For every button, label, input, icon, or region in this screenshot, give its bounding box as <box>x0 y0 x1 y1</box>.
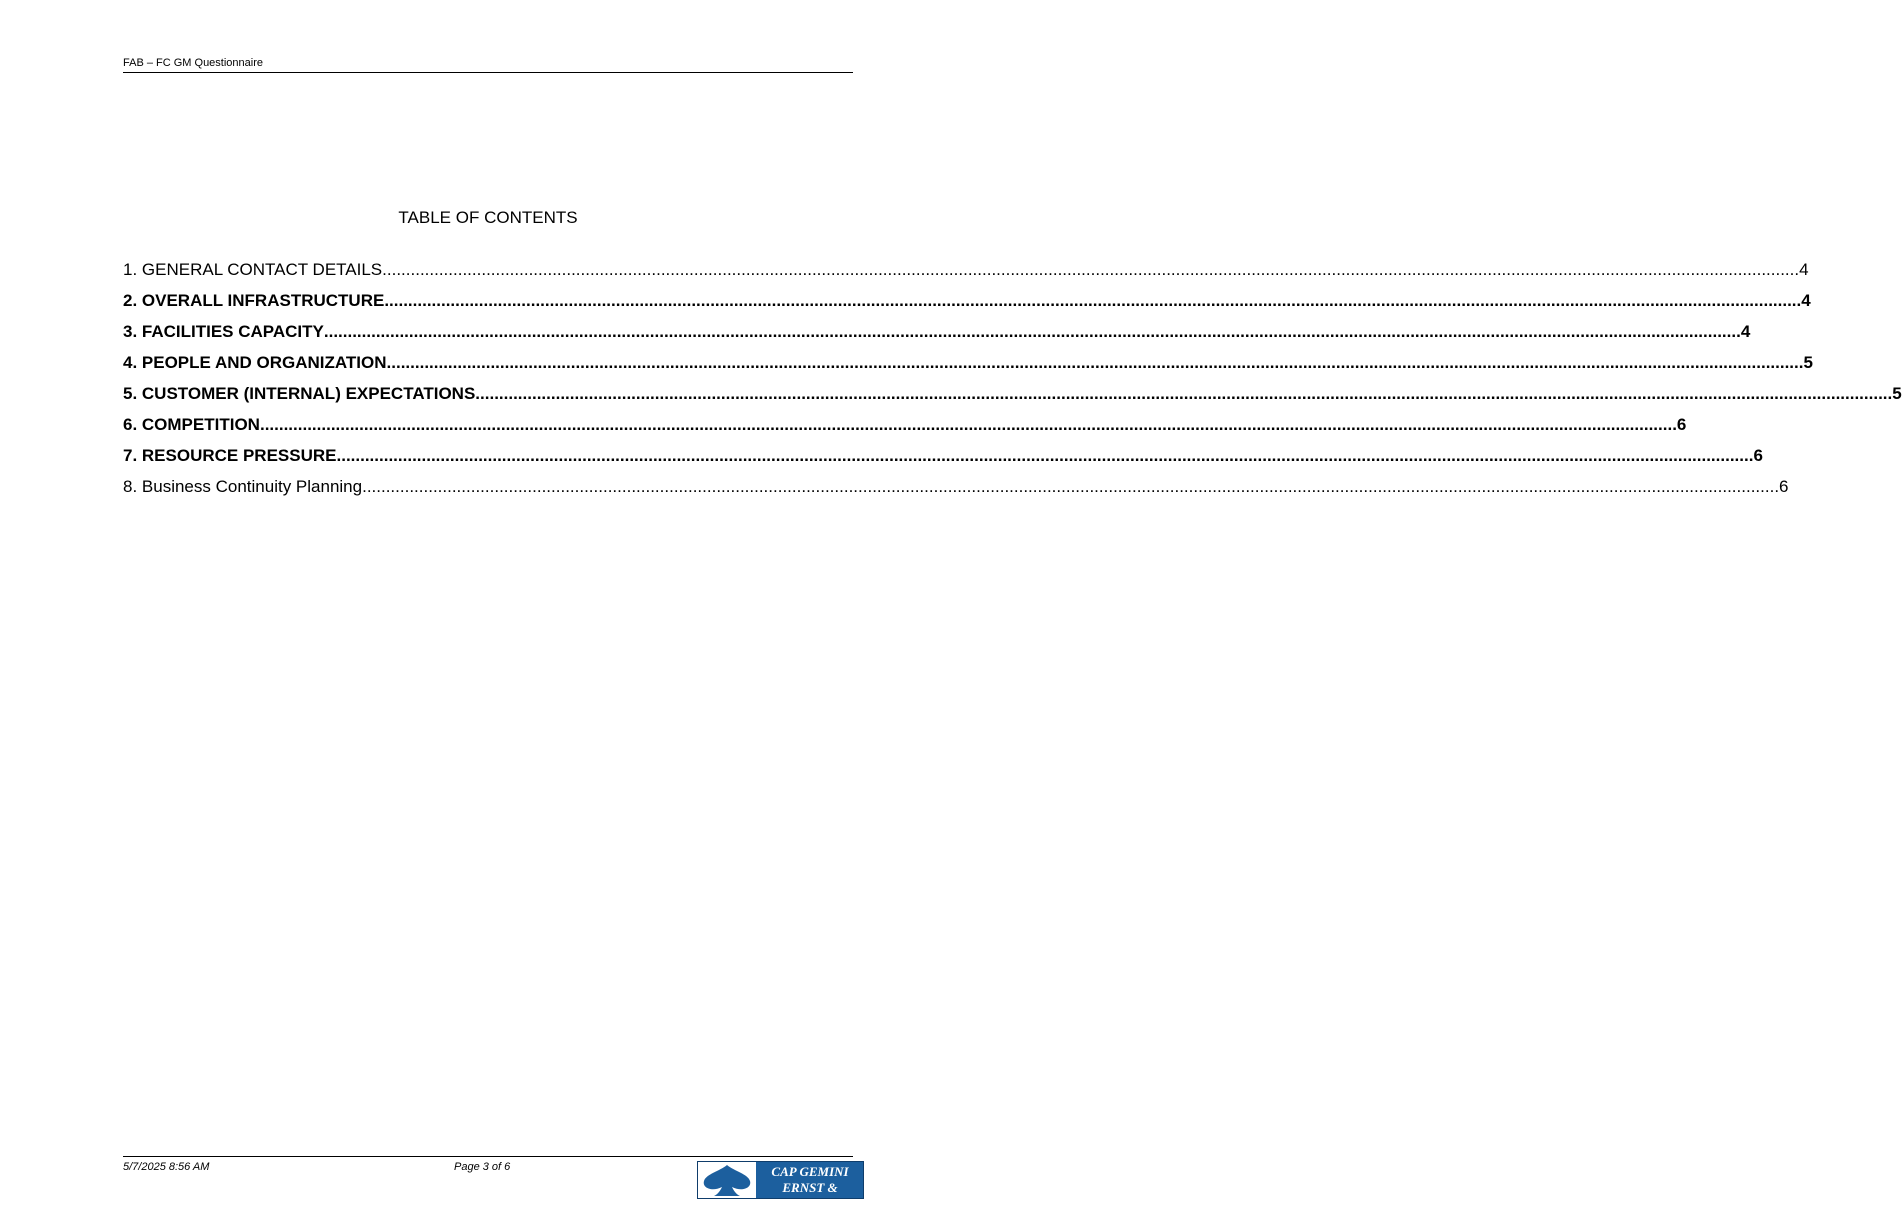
toc-entry-general-contact-details[interactable] <box>123 259 1809 290</box>
toc-entry-page: 6 <box>1753 446 1763 465</box>
logo-text <box>760 1164 860 1212</box>
toc-entry-facilities-capacity[interactable] <box>123 321 1751 352</box>
table-of-contents <box>123 259 1902 507</box>
logo-line-1: CAP GEMINI <box>771 1164 849 1179</box>
toc-leader-dots <box>384 290 1801 312</box>
footer-date: 5/7/2025 8:56 AM <box>123 1161 210 1173</box>
toc-entry-page: 6 <box>1676 415 1687 434</box>
header-title: FAB – FC GM Questionnaire <box>123 57 263 69</box>
toc-entry-people-and-organization[interactable] <box>123 352 1813 383</box>
toc-entry-resource-pressure[interactable] <box>123 445 1763 476</box>
page-header <box>123 57 853 73</box>
toc-entry-label: 1. GENERAL CONTACT DETAILS <box>123 260 383 279</box>
toc-entry-page: 4 <box>1740 322 1751 341</box>
toc-leader-dots <box>337 445 1754 467</box>
toc-entry-competition[interactable] <box>123 414 1687 445</box>
toc-entry-page: 4 <box>1799 260 1809 279</box>
toc-entry-label: 4. PEOPLE AND ORGANIZATION <box>123 353 387 372</box>
toc-entry-label: 3. FACILITIES CAPACITY <box>123 322 324 341</box>
toc-leader-dots <box>260 414 1677 436</box>
footer-page-number: Page 3 of 6 <box>454 1161 511 1173</box>
toc-entry-page: 5 <box>1892 384 1902 403</box>
toc-leader-dots <box>324 321 1741 343</box>
logo-line-2: ERNST & YOUNG <box>782 1180 838 1211</box>
toc-leader-dots <box>362 476 1779 498</box>
toc-entry-label: 7. RESOURCE PRESSURE <box>123 446 337 465</box>
toc-entry-customer-expectations[interactable] <box>123 383 1902 414</box>
toc-leader-dots <box>475 383 1892 405</box>
spade-logo-icon <box>698 1162 756 1198</box>
toc-entry-page: 4 <box>1801 291 1811 310</box>
toc-leader-dots <box>387 352 1804 374</box>
company-logo <box>697 1161 864 1211</box>
toc-entry-page: 5 <box>1803 353 1813 372</box>
toc-entry-overall-infrastructure[interactable] <box>123 290 1811 321</box>
toc-entry-page: 6 <box>1779 477 1789 496</box>
toc-entry-label: 6. COMPETITION <box>123 415 260 434</box>
toc-entry-label: 8. Business Continuity Planning <box>123 477 363 496</box>
toc-title: TABLE OF CONTENTS <box>398 208 578 227</box>
toc-entry-label: 2. OVERALL INFRASTRUCTURE <box>123 291 385 310</box>
toc-entry-label: 5. CUSTOMER (INTERNAL) EXPECTATIONS <box>123 384 476 403</box>
toc-entry-business-continuity-planning[interactable] <box>123 476 1789 507</box>
toc-leader-dots <box>382 259 1799 281</box>
